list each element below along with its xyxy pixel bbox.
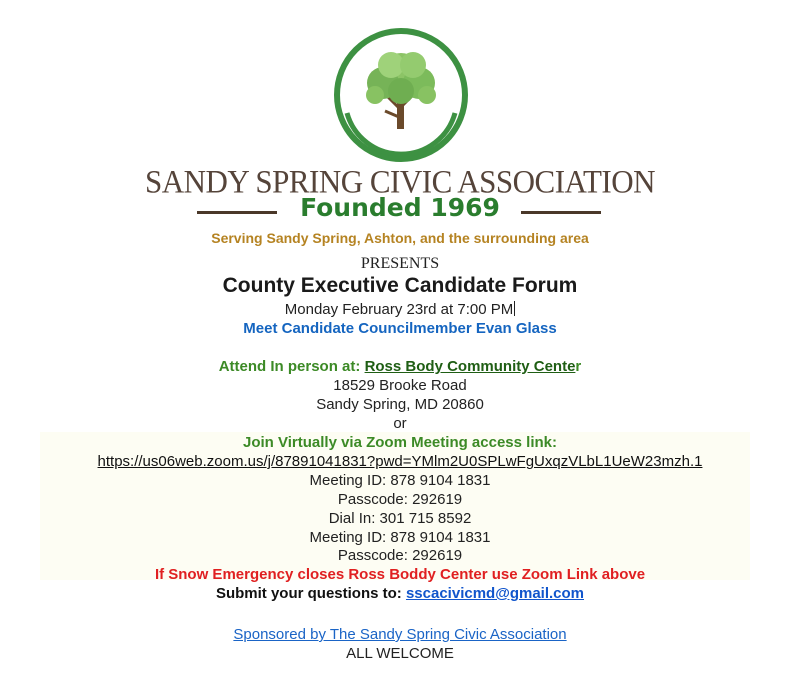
tree-logo	[333, 27, 469, 163]
welcome-text: ALL WELCOME	[346, 645, 454, 662]
event-title: County Executive Candidate Forum	[222, 274, 578, 297]
meeting-id-2: Meeting ID: 878 9104 1831	[309, 529, 491, 546]
in-person-label: Attend In person at:	[218, 358, 365, 375]
founded-text: Founded 1969	[300, 193, 500, 222]
in-person-line	[0, 358, 800, 375]
venue-street: 18529 Brooke Road	[333, 377, 467, 394]
service-area-text: Serving Sandy Spring, Ashton, and the surrounding area	[211, 230, 589, 246]
zoom-link[interactable]: https://us06web.zoom.us/j/87891041831?pwd=YMlm2U0SPLwFgUxqzVLbL1UeW23mzh.1	[97, 453, 703, 470]
sponsor-link[interactable]: Sponsored by The Sandy Spring Civic Association	[233, 626, 567, 643]
questions-line	[0, 585, 800, 602]
zoom-link-line	[0, 453, 800, 470]
text-cursor	[514, 301, 515, 316]
candidate-line: Meet Candidate Councilmember Evan Glass	[243, 320, 557, 337]
questions-label: Submit your questions to:	[215, 585, 406, 602]
presents-text: PRESENTS	[360, 255, 440, 272]
tree-icon	[366, 52, 436, 129]
venue-link[interactable]: Ross Body Community Cente	[364, 358, 576, 375]
sponsor-line	[0, 626, 800, 643]
founded-banner	[0, 195, 800, 229]
email-link[interactable]: sscacivicmd@gmail.com	[405, 585, 585, 602]
or-text: or	[393, 415, 407, 432]
divider-right	[521, 211, 601, 214]
virtual-label: Join Virtually via Zoom Meeting access link:	[243, 434, 557, 451]
snow-emergency-notice: If Snow Emergency closes Ross Boddy Center use Zoom Link above	[154, 566, 646, 583]
passcode-2: Passcode: 292619	[337, 547, 463, 564]
meeting-id-1: Meeting ID: 878 9104 1831	[309, 472, 491, 489]
event-datetime: Monday February 23rd at 7:00 PM	[284, 301, 514, 318]
organization-name: SANDY SPRING CIVIC ASSOCIATION	[144, 163, 656, 200]
passcode-1: Passcode: 292619	[337, 491, 463, 508]
venue-tail: r	[575, 358, 582, 375]
dial-in: Dial In: 301 715 8592	[328, 510, 472, 527]
venue-city: Sandy Spring, MD 20860	[316, 396, 484, 413]
